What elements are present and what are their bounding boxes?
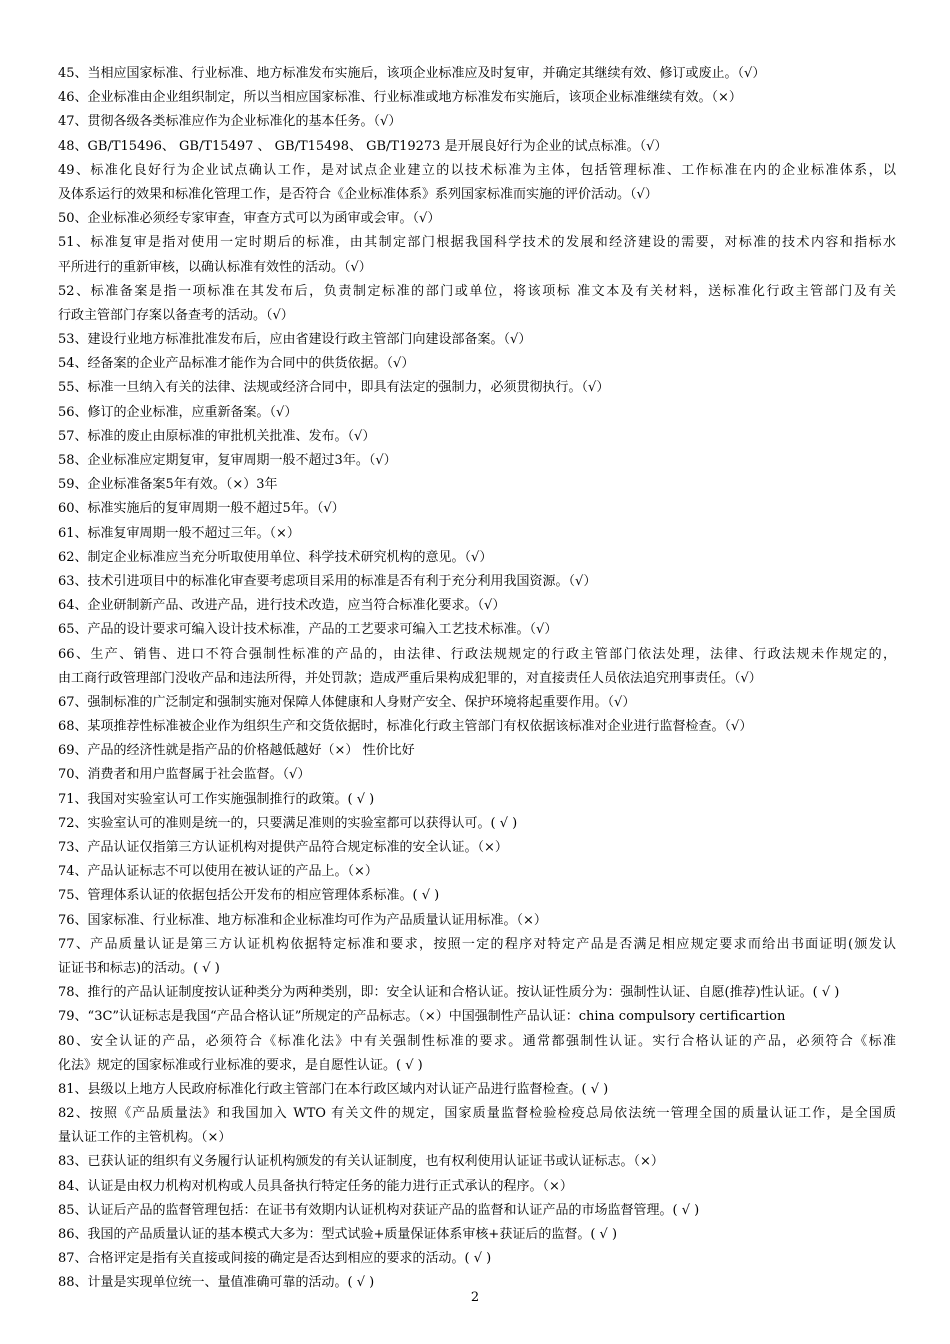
question-line: 平所进行的重新审核，以确认标准有效性的活动。（√） [58,259,372,275]
question-line: 64、企业研制新产品、改进产品，进行技术改造，应当符合标准化要求。（√） [58,598,506,614]
question-item [58,643,896,691]
question-line: 57、标准的废止由原标准的审批机关批准、发布。（√） [58,428,376,444]
question-line: 78、推行的产品认证制度按认证种类分为两种类别，即：安全认证和合格认证。按认证性质分为：强制性认证、自愿(推荐)性认证。( √ ) [58,985,840,1001]
question-item [58,1005,896,1029]
question-item [58,376,896,400]
question-item [58,884,896,908]
question-line: 46、企业标准由企业组织制定，所以当相应国家标准、行业标准或地方标准发布实施后，该项企业标准继续有效。（×） [58,90,742,106]
question-item [58,86,896,110]
question-line: 72、实验室认可的准则是统一的，只要满足准则的实验室都可以获得认可。( √ ) [58,815,518,831]
question-line: 62、制定企业标准应当充分听取使用单位、科学技术研究机构的意见。（√） [58,549,493,565]
question-item [58,788,896,812]
question-line: 由工商行政管理部门没收产品和违法所得，并处罚款；造成严重后果构成犯罪的，对直接责任人员依法追究刑事责任。（√） [58,670,762,686]
question-item [58,618,896,642]
question-line: 73、产品认证仅指第三方认证机构对提供产品符合规定标准的安全认证。（×） [58,840,508,855]
question-item [58,280,896,328]
question-line: 84、认证是由权力机构对机构或人员具备执行特定任务的能力进行正式承认的程序。（×） [58,1178,573,1194]
question-item [58,570,896,594]
question-line: 87、合格评定是指有关直接或间接的确定是否达到相应的要求的活动。( √ ) [58,1251,492,1267]
question-item [58,425,896,449]
question-item [58,981,896,1005]
question-line: 70、消费者和用户监督属于社会监督。（√） [58,767,311,783]
page-number: 2 [470,1290,480,1305]
question-line: 证证书和标志)的活动。( √ ) [58,960,220,976]
question-item [58,594,896,618]
question-line: 化法》规定的国家标准或行业标准的要求，是自愿性认证。( √ ) [58,1057,423,1073]
question-item [58,1030,896,1078]
question-item [58,860,896,884]
question-line: 71、我国对实验室认可工作实施强制推行的政策。( √ ) [58,791,375,807]
question-item [58,328,896,352]
question-line: 55、标准一旦纳入有关的法律、法规或经济合同中，即具有法定的强制力，必须贯彻执行。（√） [58,380,610,396]
question-line: 53、建设行业地方标准批准发布后，应由省建设行政主管部门向建设部备案。（√） [58,332,532,348]
question-item [58,1247,896,1271]
question-line: 50、企业标准必须经专家审查，审查方式可以为函审或会审。（√） [58,211,441,227]
question-line: 88、计量是实现单位统一、量值准确可靠的活动。( √ ) [58,1275,375,1291]
question-item [58,231,896,279]
question-line: 68、某项推荐性标准被企业作为组织生产和交货依据时，标准化行政主管部门有权依据该标准对企业进行监督检查。（√） [58,719,753,735]
question-line: 77、产品质量认证是第三方认证机构依据特定标准和要求，按照一定的程序对特定产品是否满足相应规定要求而给出书面证明(颁发认 [58,936,896,952]
question-line: 61、标准复审周期一般不超过三年。（×） [58,525,300,541]
question-item [58,522,896,546]
question-line: 74、产品认证标志不可以使用在被认证的产品上。（×） [58,864,378,880]
question-line: 及体系运行的效果和标准化管理工作，是否符合《企业标准体系》系列国家标准而实施的评价活动。（√） [58,186,658,202]
question-item [58,546,896,570]
question-line: 58、企业标准应定期复审，复审周期一般不超过3年。（√） [58,453,397,468]
question-line: 56、修订的企业标准，应重新备案。（√） [58,404,298,420]
question-item [58,691,896,715]
question-item [58,497,896,521]
question-item [58,933,896,981]
question-line: 69、产品的经济性就是指产品的价格越低越好（×） 性价比好 [58,743,415,759]
question-line: 60、标准实施后的复审周期一般不超过5年。（√） [58,501,345,517]
question-item [58,352,896,376]
question-item [58,1223,896,1247]
question-item [58,473,896,497]
question-line: 79、“3C”认证标志是我国“产品合格认证”所规定的产品标志。（×）中国强制性产品认证：china compulsory certificartion [58,1009,786,1025]
question-line: 54、经备案的企业产品标准才能作为合同中的供货依据。（√） [58,356,415,372]
question-line: 行政主管部门存案以备查考的活动。（√） [58,307,294,323]
question-line: 52、标准备案是指一项标准在其发布后，负责制定标准的部门或单位，将该项标 准文本及有关材料，送标准化行政主管部门及有关 [58,283,896,299]
question-item [58,449,896,473]
question-item [58,1199,896,1223]
question-line: 51、标准复审是指对使用一定时期后的标准，由其制定部门根据我国科学技术的发展和经济建设的需要，对标准的技术内容和指标水 [58,235,896,251]
question-line: 66、生产、销售、进口不符合强制性标准的产品的，由法律、行政法规规定的行政主管部门依法处理，法律、行政法规未作规定的， [58,646,896,662]
question-line: 47、贯彻各级各类标准应作为企业标准化的基本任务。（√） [58,114,402,130]
question-item [58,159,896,207]
question-line: 65、产品的设计要求可编入设计技术标准，产品的工艺要求可编入工艺技术标准。（√） [58,622,558,638]
question-line: 49、标准化良好行为企业试点确认工作，是对试点企业建立的以技术标准为主体，包括管理标准、工作标准在内的企业标准体系，以 [58,162,896,178]
question-line: 82、按照《产品质量法》和我国加入 WTO 有关文件的规定，国家质量监督检验检疫总局依法统一管理全国的质量认证工作，是全国质 [58,1106,896,1122]
question-item [58,401,896,425]
question-item [58,1150,896,1174]
question-item [58,909,896,933]
question-line: 83、已获认证的组织有义务履行认证机构颁发的有关认证制度，也有权利使用认证证书或认证标志。（×） [58,1154,664,1170]
question-item [58,207,896,231]
question-item [58,1078,896,1102]
question-line: 67、强制标准的广泛制定和强制实施对保障人体健康和人身财产安全、保护环境将起重要作用。（√） [58,694,636,710]
question-item [58,836,896,860]
question-item [58,715,896,739]
question-item [58,763,896,787]
question-line: 量认证工作的主管机构。（×） [58,1130,232,1146]
question-line: 59、企业标准备案5年有效。（×）3年 [58,477,278,493]
question-line: 86、我国的产品质量认证的基本模式大多为：型式试验+质量保证体系审核+获证后的监督。( √ ) [58,1227,618,1242]
question-line: 48、GB/T15496、 GB/T15497 、 GB/T15498、 GB/T19273 是开展良好行为企业的试点标准。（√） [58,138,668,154]
question-item [58,135,896,159]
question-item [58,62,896,86]
question-item [58,739,896,763]
question-list [58,62,896,1296]
question-line: 75、管理体系认证的依据包括公开发布的相应管理体系标准。( √ ) [58,888,440,904]
question-item [58,1102,896,1150]
question-item [58,1175,896,1199]
question-line: 76、国家标准、行业标准、地方标准和企业标准均可作为产品质量认证用标准。（×） [58,912,547,928]
question-line: 80、安全认证的产品，必须符合《标准化法》中有关强制性标准的要求。通常都强制性认证。实行合格认证的产品，必须符合《标准 [58,1033,896,1049]
question-line: 63、技术引进项目中的标准化审查要考虑项目采用的标准是否有利于充分利用我国资源。（√） [58,573,597,589]
question-line: 85、认证后产品的监督管理包括：在证书有效期内认证机构对获证产品的监督和认证产品的市场监督管理。( √ ) [58,1202,700,1218]
question-line: 81、县级以上地方人民政府标准化行政主管部门在本行政区域内对认证产品进行监督检查。( √ ) [58,1081,609,1097]
question-line: 45、当相应国家标准、行业标准、地方标准发布实施后，该项企业标准应及时复审，并确定其继续有效、修订或废止。（√） [58,66,766,81]
question-item [58,110,896,134]
question-item [58,812,896,836]
